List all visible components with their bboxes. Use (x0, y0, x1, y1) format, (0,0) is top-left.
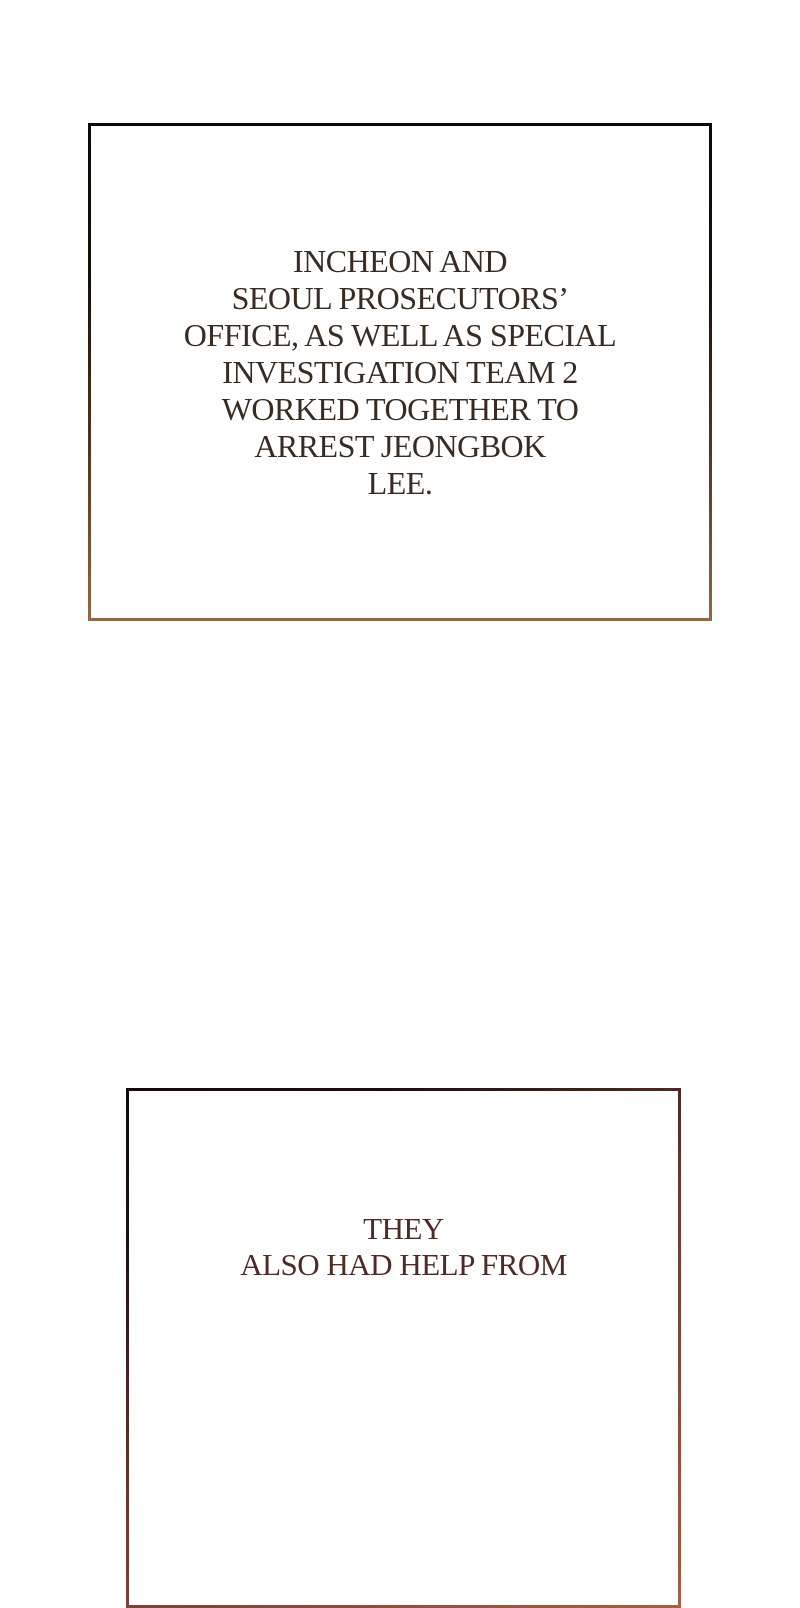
caption-box-bottom-inner (129, 1091, 678, 1605)
caption-line: INCHEON AND (292, 242, 508, 279)
caption-line: SEOUL PROSECUTORS’ (231, 279, 569, 316)
caption-box-top (88, 123, 712, 621)
caption-box-bottom (126, 1088, 681, 1608)
caption-line: OFFICE, AS WELL AS SPECIAL (183, 316, 617, 353)
caption-line: WORKED TOGETHER TO (221, 390, 579, 427)
caption-line: ARREST JEONGBOK (254, 427, 546, 464)
caption-line: INVESTIGATION TEAM 2 (222, 353, 578, 390)
caption-text-top (184, 243, 616, 502)
caption-text-bottom (240, 1211, 567, 1283)
caption-line: LEE. (367, 464, 433, 501)
caption-line: ALSO HAD HELP FROM (240, 1247, 567, 1282)
caption-box-top-inner (91, 126, 709, 618)
caption-line: THEY (363, 1211, 444, 1246)
